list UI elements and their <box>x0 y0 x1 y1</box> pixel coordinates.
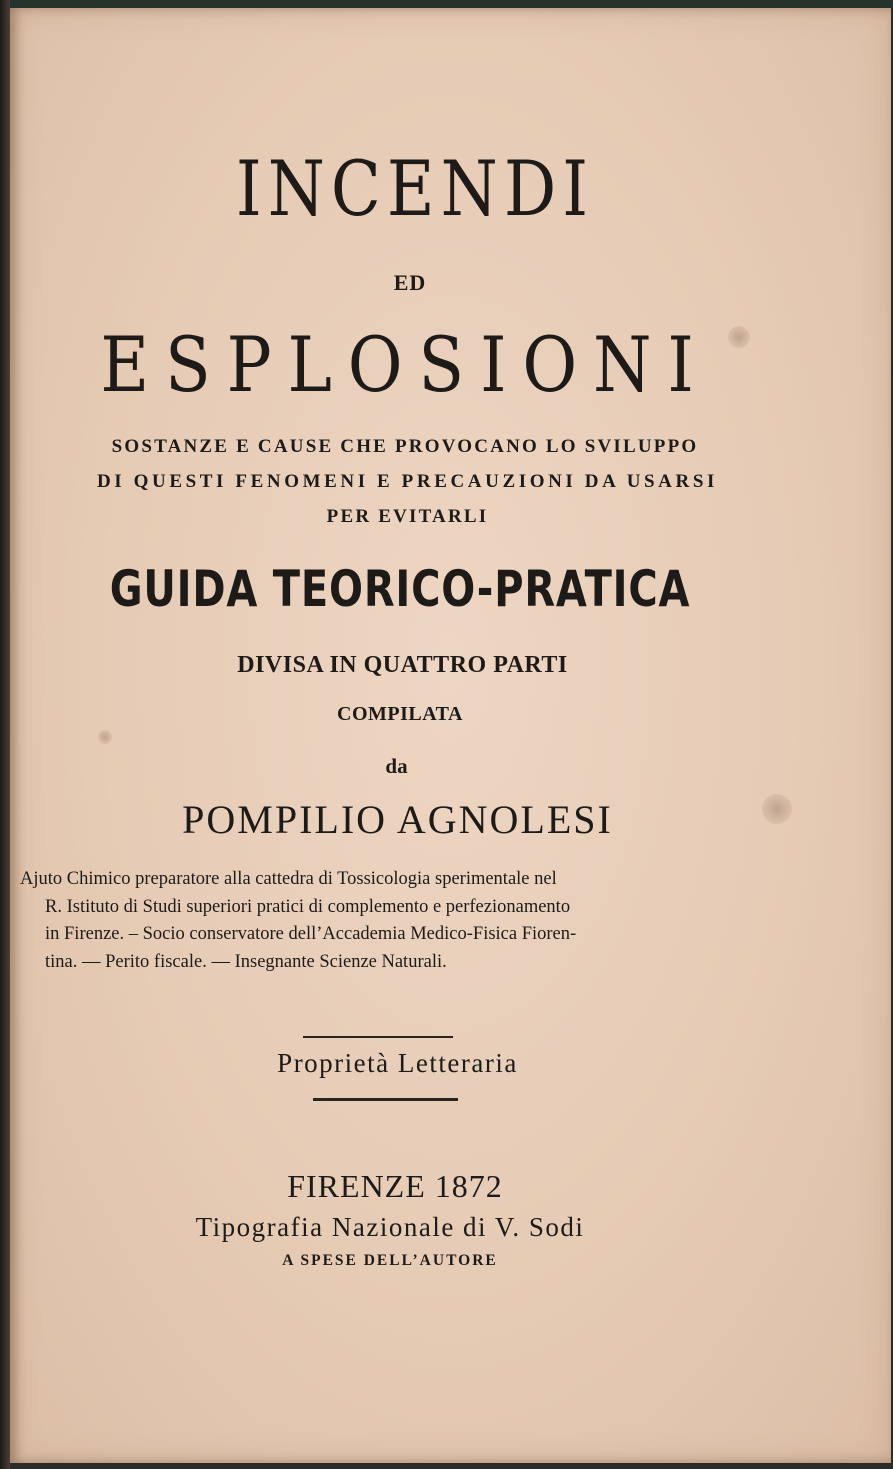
rights-notice: Proprietà Letteraria <box>277 1048 518 1078</box>
author-name: POMPILIO AGNOLESI <box>182 797 613 842</box>
author-bio-line: tina. — Perito fiscale. — Insegnante Scienze Naturali. <box>45 951 447 972</box>
division-line: DIVISA IN QUATTRO PARTI <box>237 652 568 678</box>
author-bio-line: R. Istituto di Studi superiori pratici di complemento e perfezionamento <box>45 896 571 917</box>
guide-title: GUIDA TEORICO-PRATICA <box>109 560 691 618</box>
book-top-edge <box>0 0 893 8</box>
title-main: INCENDI <box>235 144 595 233</box>
by-line: da <box>385 754 408 778</box>
printer-name: Tipografia Nazionale di V. Sodi <box>195 1212 585 1242</box>
imprint-city-year: FIRENZE 1872 <box>287 1168 503 1204</box>
divider-rule-bottom <box>313 1098 458 1101</box>
subtitle-line-1: SOSTANZE E CAUSE CHE PROVOCANO LO SVILUPPO <box>111 436 699 457</box>
subtitle-line-2: DI QUESTI FENOMENI E PRECAUZIONI DA USARSI <box>96 471 718 492</box>
compiled-line: COMPILATA <box>337 703 463 725</box>
foxing-spot <box>98 730 112 744</box>
expense-note: A SPESE DELL’AUTORE <box>282 1252 498 1269</box>
author-bio-line: Ajuto Chimico preparatore alla cattedra di Tossicologia sperimentale nel <box>20 869 557 889</box>
title-second: ESPLOSIONI <box>100 320 710 409</box>
title-conjunction: ED <box>393 270 427 295</box>
subtitle-line-3: PER EVITARLI <box>326 506 489 527</box>
author-bio-line: in Firenze. – Socio conservatore dell’Accademia Medico-Fisica Fioren- <box>45 924 577 944</box>
book-spine-edge <box>0 0 10 1469</box>
title-page <box>10 8 891 1463</box>
author-bio <box>20 866 760 976</box>
divider-rule-top <box>303 1036 453 1038</box>
